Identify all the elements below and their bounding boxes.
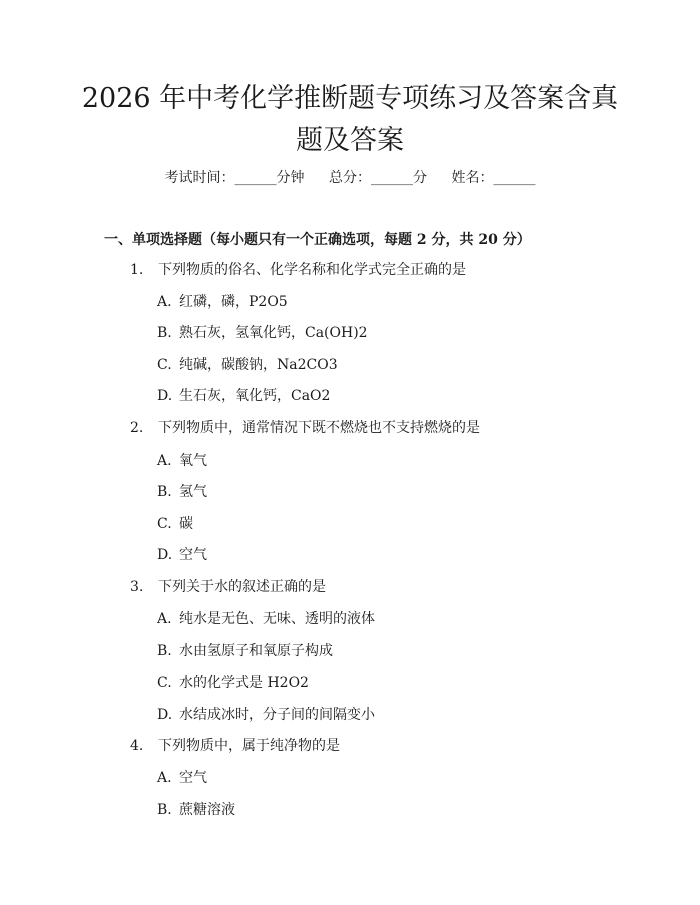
option-letter: A. <box>157 453 172 469</box>
option-letter: C. <box>157 675 172 691</box>
option-text: 纯碱，碳酸钠，Na2CO3 <box>179 357 338 373</box>
option-letter: D. <box>157 388 173 404</box>
exam-time-field: 考试时间：______分钟 <box>164 170 305 186</box>
section-heading: 一、单项选择题（每小题只有一个正确选项，每题 2 分，共 20 分） <box>104 232 531 248</box>
option-text: 氧气 <box>179 453 207 469</box>
question-3 <box>130 577 326 597</box>
option-1d <box>157 386 330 406</box>
option-text: 蔗糖溶液 <box>179 802 235 818</box>
option-text: 水结成冰时，分子间的间隔变小 <box>179 707 375 723</box>
option-letter: D. <box>157 707 173 723</box>
question-text: 下列物质的俗名、化学名称和化学式完全正确的是 <box>158 262 466 278</box>
option-text: 水由氢原子和氧原子构成 <box>179 643 333 659</box>
question-number: 1. <box>130 262 144 278</box>
option-text: 纯水是无色、无味、透明的液体 <box>179 611 375 627</box>
option-text: 氢气 <box>179 484 207 500</box>
exam-meta <box>0 168 700 188</box>
title-line-1: 2026 年中考化学推断题专项练习及答案含真 <box>81 83 619 114</box>
option-letter: B. <box>157 484 172 500</box>
option-text: 水的化学式是 H2O2 <box>179 675 309 691</box>
name-field: 姓名：______ <box>451 170 536 186</box>
question-number: 3. <box>130 579 144 595</box>
option-letter: C. <box>157 357 172 373</box>
question-number: 2. <box>130 420 144 436</box>
option-text: 红磷，磷，P2O5 <box>179 294 288 310</box>
option-4b <box>157 800 235 820</box>
title-line-2: 题及答案 <box>296 125 404 156</box>
question-4 <box>130 736 340 756</box>
total-score-field: 总分：______分 <box>329 170 427 186</box>
question-2 <box>130 418 480 438</box>
option-4a <box>157 768 207 788</box>
option-letter: B. <box>157 643 172 659</box>
option-2d <box>157 545 207 565</box>
option-letter: D. <box>157 547 173 563</box>
question-text: 下列物质中，通常情况下既不燃烧也不支持燃烧的是 <box>158 420 480 436</box>
question-text: 下列物质中，属于纯净物的是 <box>158 738 340 754</box>
option-2a <box>157 451 207 471</box>
option-3a <box>157 609 375 629</box>
option-1a <box>157 292 288 312</box>
option-letter: C. <box>157 516 172 532</box>
option-text: 空气 <box>179 770 207 786</box>
option-3b <box>157 641 333 661</box>
option-2c <box>157 514 193 534</box>
option-2b <box>157 482 207 502</box>
question-number: 4. <box>130 738 144 754</box>
option-3c <box>157 673 309 693</box>
option-letter: A. <box>157 770 172 786</box>
option-text: 熟石灰，氢氧化钙，Ca(OH)2 <box>179 325 368 341</box>
question-text: 下列关于水的叙述正确的是 <box>158 579 326 595</box>
option-text: 碳 <box>179 516 193 532</box>
option-3d <box>157 705 375 725</box>
option-text: 空气 <box>179 547 207 563</box>
option-text: 生石灰，氧化钙，CaO2 <box>179 388 331 404</box>
option-letter: A. <box>157 294 172 310</box>
option-1c <box>157 355 338 375</box>
option-1b <box>157 323 368 343</box>
option-letter: B. <box>157 325 172 341</box>
question-1 <box>130 260 466 280</box>
option-letter: B. <box>157 802 172 818</box>
option-letter: A. <box>157 611 172 627</box>
document-title <box>60 78 640 162</box>
